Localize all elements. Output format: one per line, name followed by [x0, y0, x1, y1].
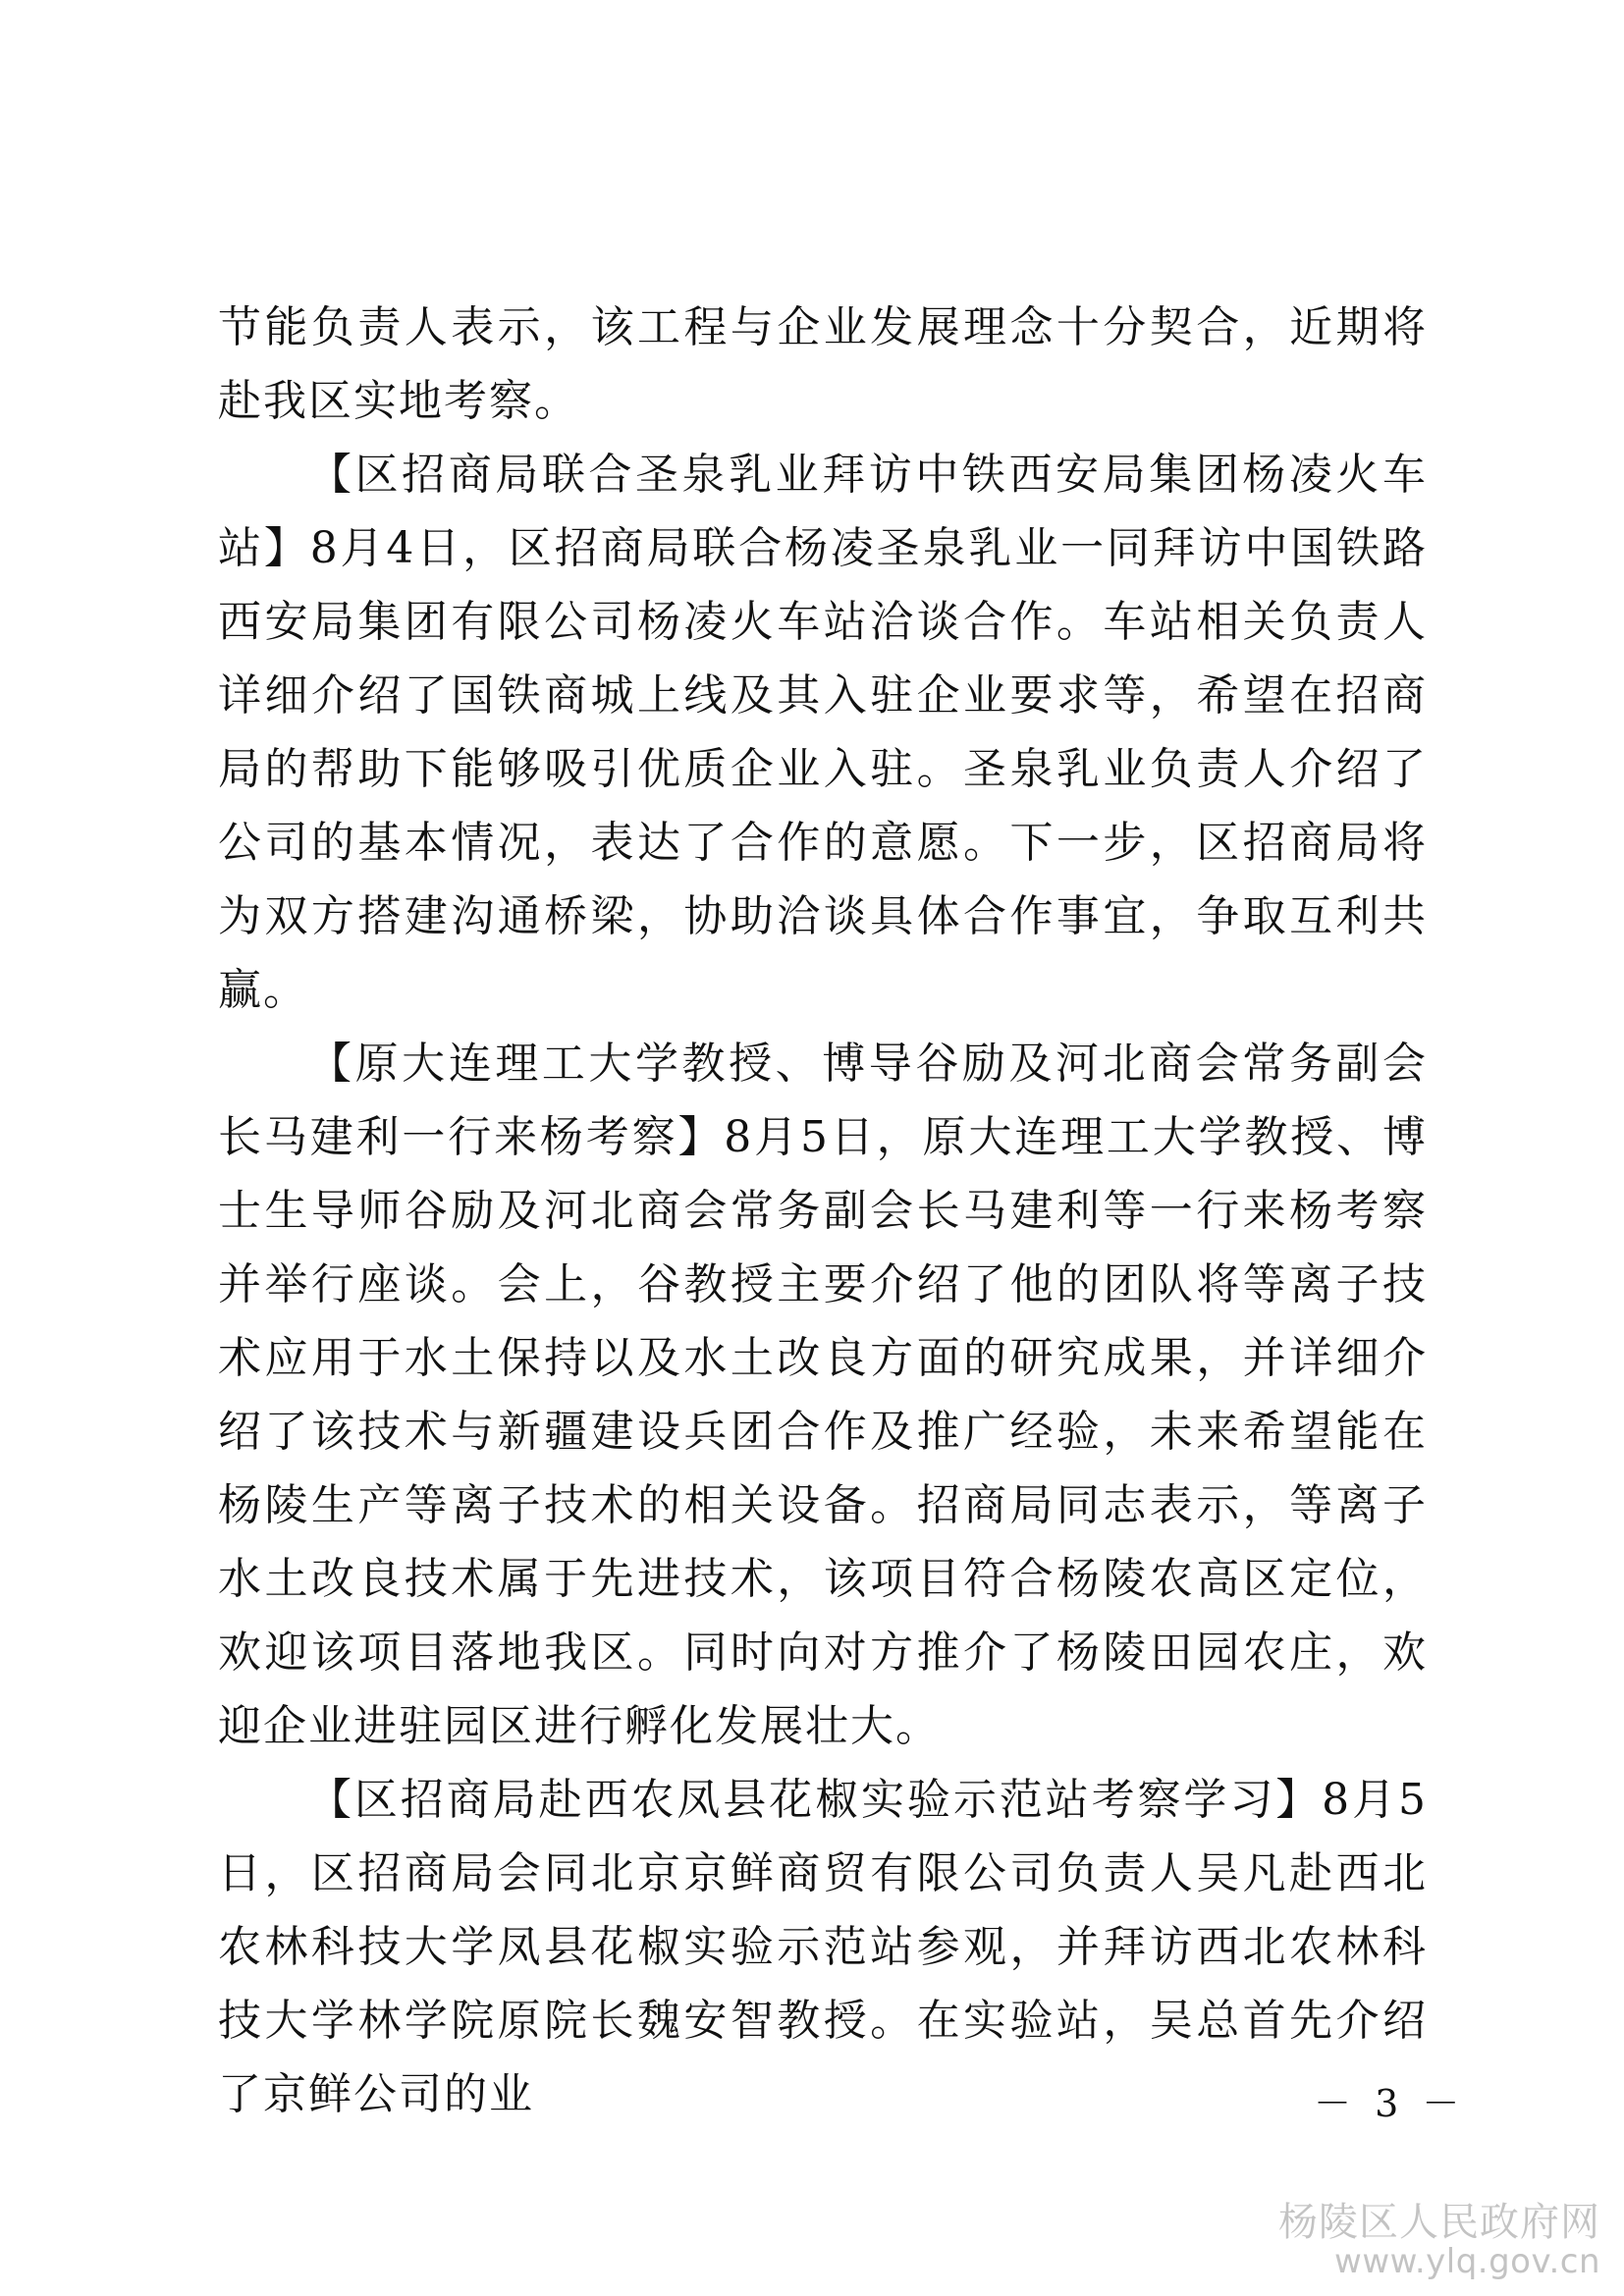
page-number: － 3 － — [1314, 2082, 1466, 2125]
paragraph-continued: 节能负责人表示，该工程与企业发展理念十分契合，近期将赴我区实地考察。 — [218, 302, 1428, 426]
watermark-site-name: 杨陵区人民政府网 — [1278, 2200, 1600, 2245]
paragraph-pepper-station-visit: 【区招商局赴西农凤县花椒实验示范站考察学习】8月5日，区招商局会同北京京鲜商贸有限公司负责人吴凡赴西北农林科技大学凤县花椒实验示范站参观，并拜访西北农林科技大学林学院原院长魏安智教授。在实验站，吴总首先介绍了京鲜公司的业 — [218, 1775, 1428, 2119]
site-watermark — [1278, 2201, 1600, 2280]
paragraph-plasma-technology-visit: 【原大连理工大学教授、博导谷励及河北商会常务副会长马建利一行来杨考察】8月5日，原大连理工大学教授、博士生导师谷励及河北商会常务副会长马建利等一行来杨考察并举行座谈。会上，谷教授主要介绍了他的团队将等离子技术应用于水土保持以及水土改良方面的研究成果，并详细介绍了该技术与新疆建设兵团合作及推广经验，未来希望能在杨陵生产等离子技术的相关设备。招商局同志表示，等离子水土改良技术属于先进技术，该项目符合杨陵农高区定位，欢迎该项目落地我区。同时向对方推介了杨陵田园农庄，欢迎企业进驻园区进行孵化发展壮大。 — [218, 1039, 1428, 1751]
paragraph-railway-station-visit: 【区招商局联合圣泉乳业拜访中铁西安局集团杨凌火车站】8月4日，区招商局联合杨凌圣泉乳业一同拜访中国铁路西安局集团有限公司杨凌火车站洽谈合作。车站相关负责人详细介绍了国铁商城上线及其入驻企业要求等，希望在招商局的帮助下能够吸引优质企业入驻。圣泉乳业负责人介绍了公司的基本情况，表达了合作的意愿。下一步，区招商局将为双方搭建沟通桥梁，协助洽谈具体合作事宜，争取互利共赢。 — [218, 450, 1428, 1015]
body-text — [218, 291, 1428, 2131]
watermark-site-url: www.ylq.gov.cn — [1334, 2242, 1600, 2281]
